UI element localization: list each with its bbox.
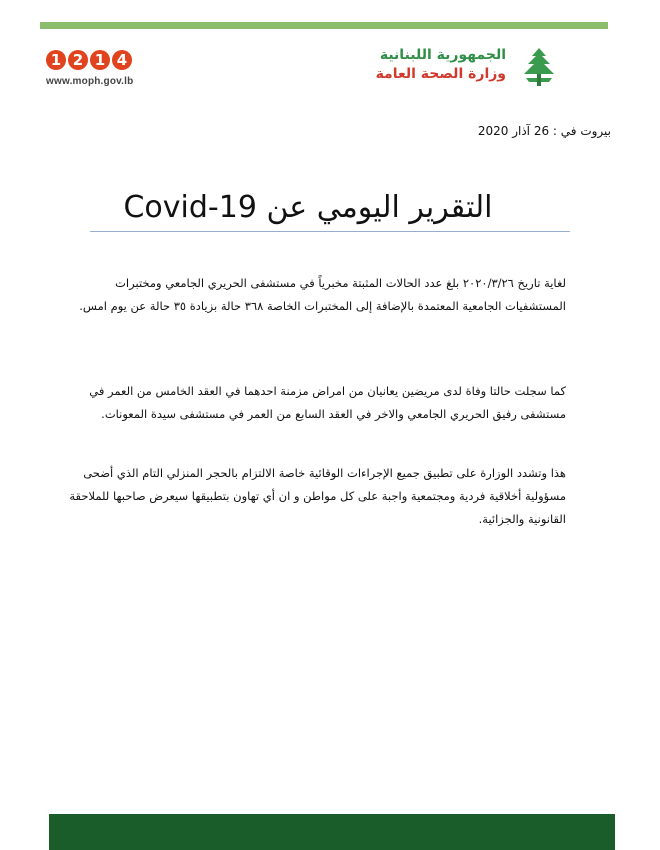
dateline: بيروت في : 26 آذار 2020 — [477, 124, 611, 138]
paragraph-measures: هذا وتشدد الوزارة على تطبيق جميع الإجراءات الوقائية خاصة الالتزام بالحجر المنزلي التام الذي أضحى مسؤولية أخلاقية فردية ومجتمعية واجبة على كل مواطن و ان أي تهاون بتطبيقها سيعرض صاحبها للملاحقة القانونية والجزائية. — [69, 466, 566, 526]
header-top-bar — [40, 22, 608, 29]
hotline-number — [46, 50, 156, 70]
cedar-icon — [516, 44, 562, 90]
ministry-name — [376, 46, 506, 84]
republic-name: الجمهورية اللبنانية — [379, 47, 506, 63]
website-url: www.moph.gov.lb — [46, 76, 134, 87]
hotline-logo — [46, 50, 156, 94]
ministry-logo — [362, 44, 562, 90]
paragraph-deaths: كما سجلت حالتا وفاة لدى مريضين يعانيان من امراض مزمنة احدهما في العقد الخامس من العمر في مستشفى رفيق الحريري الجامعي والاخر في العقد السابع من العمر في مستشفى سيدة المعونات. — [89, 384, 566, 421]
report-title: التقرير اليومي عن Covid-19 — [123, 190, 493, 225]
hotline-digit: 2 — [68, 50, 88, 70]
paragraph-cases: لغاية تاريخ ٢٠٢٠/٣/٢٦ بلغ عدد الحالات المثبتة مخبرياً في مستشفى الحريري الجامعي ومختبرات المستشفيات الجامعية المعتمدة بالإضافة إلى المختبرات الخاصة ٣٦٨ حالة بزيادة ٣٥ حالة عن يوم امس. — [79, 276, 566, 313]
hotline-digit: 4 — [112, 50, 132, 70]
hotline-digit: 1 — [90, 50, 110, 70]
title-underline — [90, 231, 570, 232]
ministry-title: وزارة الصحة العامة — [375, 66, 506, 82]
hotline-digit: 1 — [46, 50, 66, 70]
footer-bar — [49, 814, 615, 850]
